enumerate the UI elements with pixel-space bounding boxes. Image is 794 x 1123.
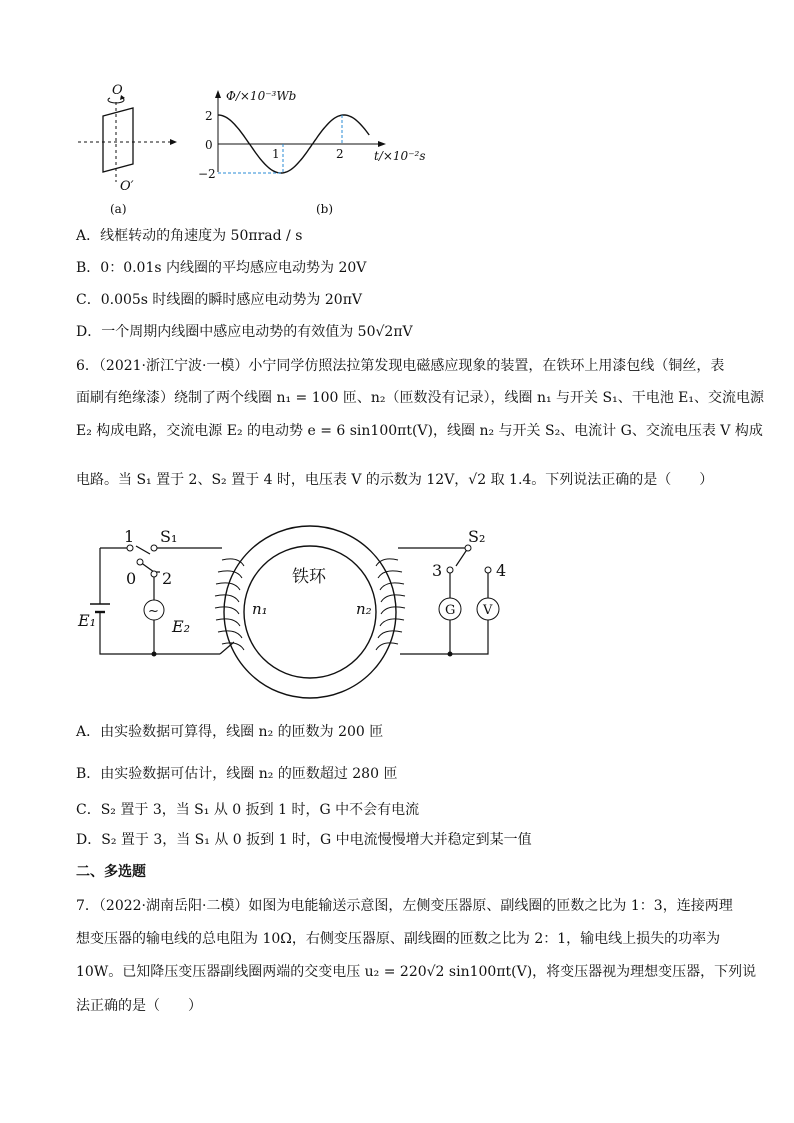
y-axis-label: Φ/×10⁻³Wb: [226, 89, 297, 103]
q7-stem-line-2: 想变压器的输电线的总电阻为 10Ω，右侧变压器原、副线圈的匝数之比为 2：1，输电线上损失的功率为: [76, 931, 721, 947]
terminal-2-label: 2: [162, 569, 173, 588]
ac-source-symbol: ~: [148, 604, 159, 619]
q6-stem-line-3: E₂ 构成电路，交流电源 E₂ 的电动势 e = 6 sin100πt(V)，线圈 n₂ 与开关 S₂、电流计 G、交流电压表 V 构成: [76, 423, 763, 439]
section-heading-multiple-choice: 二、多选题: [76, 864, 146, 880]
q6-stem-line-4: 电路。当 S₁ 置于 2、S₂ 置于 4 时，电压表 V 的示数为 12V，√2 取 1.4。下列说法正确的是（ ）: [76, 472, 714, 488]
axis-label-o: O: [112, 83, 123, 98]
caption-a: (a): [110, 202, 127, 216]
q7-stem-line-4: 法正确的是（ ）: [76, 998, 202, 1014]
flux-figure: [70, 82, 440, 222]
iron-ring-circuit: [70, 520, 510, 720]
coil-n1: [215, 559, 244, 650]
tick-origin: 0: [205, 138, 213, 152]
terminal-2: [151, 571, 157, 577]
q7-stem-line-1: 7．（2022·湖南岳阳·二模）如图为电能输送示意图，左侧变压器原、副线圈的匝数之比为 1：3，连接两理: [76, 898, 733, 914]
terminal-0: [137, 559, 143, 565]
voltmeter-label: V: [483, 603, 493, 618]
coil-n2: [376, 559, 405, 650]
q7-stem-line-3: 10W。已知降压变压器副线圈两端的交变电压 u₂ = 220√2 sin100πt(V)，将变压器视为理想变压器，下列说: [76, 964, 757, 980]
source-e2-label: E₂: [172, 617, 191, 636]
terminal-1-label: 1: [124, 527, 135, 546]
q6-option-c: C．S₂ 置于 3，当 S₁ 从 0 扳到 1 时，G 中不会有电流: [76, 802, 420, 818]
q5-option-b: B．0：0.01s 内线圈的平均感应电动势为 20V: [76, 260, 367, 276]
terminal-3: [447, 567, 453, 573]
switch-s1-label: S₁: [160, 527, 178, 546]
caption-b: (b): [316, 202, 334, 216]
junction-right: [448, 652, 453, 657]
terminal-0-label: 0: [126, 569, 137, 588]
x-axis-label: t/×10⁻²s: [374, 149, 426, 163]
q6-option-b: B．由实验数据可估计，线圈 n₂ 的匝数超过 280 匝: [76, 766, 398, 782]
tick-x-1: 1: [272, 147, 280, 161]
flux-graph: [198, 89, 426, 216]
q5-option-d: D．一个周期内线圈中感应电动势的有效值为 50√2πV: [76, 324, 413, 340]
q6-option-d: D．S₂ 置于 3，当 S₁ 从 0 扳到 1 时，G 中电流慢慢增大并稳定到某一值: [76, 832, 532, 848]
iron-ring-label: 铁环: [292, 567, 326, 587]
left-circuit: [90, 546, 234, 654]
galvanometer-label: G: [445, 603, 456, 618]
q5-option-c: C．0.005s 时线圈的瞬时感应电动势为 20πV: [76, 292, 363, 308]
axis-label-o-prime: O′: [120, 179, 134, 194]
q5-option-a: A．线框转动的角速度为 50πrad / s: [76, 228, 303, 244]
coil-n2-label: n₂: [356, 600, 372, 618]
junction-left: [152, 652, 157, 657]
battery-e1-label: E₁: [78, 611, 97, 630]
tick-y-pos: 2: [205, 109, 213, 123]
coil-n1-label: n₁: [252, 600, 268, 618]
terminal-3-label: 3: [432, 561, 443, 580]
terminal-4: [485, 567, 491, 573]
coil-diagram: [78, 83, 177, 216]
switch-s1-pivot: [151, 545, 157, 551]
switch-s2-label: S₂: [468, 527, 486, 546]
q6-stem-line-1: 6．（2021·浙江宁波·一模）小宁同学仿照法拉第发现电磁感应现象的装置，在铁环上用漆包线（铜丝，表: [76, 358, 725, 374]
terminal-4-label: 4: [496, 561, 507, 580]
q6-stem-line-2: 面刷有绝缘漆）绕制了两个线圈 n₁ = 100 匝、n₂（匝数没有记录），线圈 n₁ 与开关 S₁、干电池 E₁、交流电源: [76, 390, 764, 406]
tick-y-neg: −2: [198, 167, 216, 181]
tick-x-2: 2: [336, 147, 344, 161]
q6-option-a: A．由实验数据可算得，线圈 n₂ 的匝数为 200 匝: [76, 724, 384, 740]
